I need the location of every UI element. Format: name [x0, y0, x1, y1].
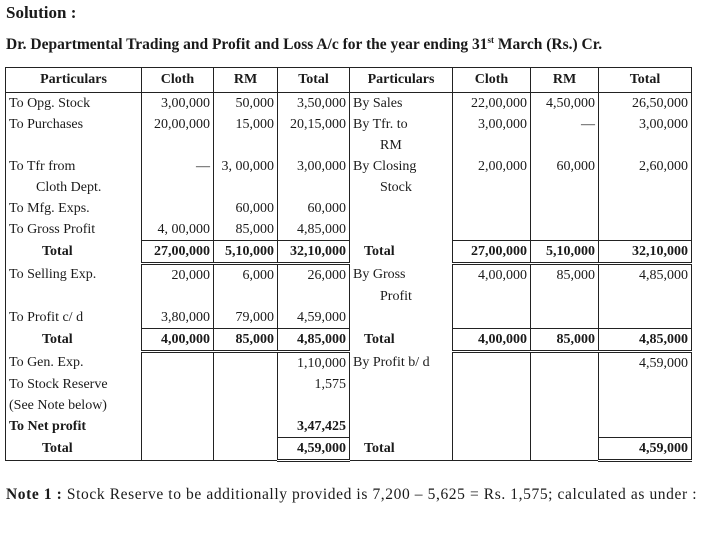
table-row: [6, 219, 692, 241]
table-cell: To Purchases: [6, 114, 142, 135]
table-cell: 2,60,000: [599, 156, 692, 177]
table-cell: Total: [350, 241, 453, 264]
table-cell: [350, 416, 453, 438]
table-cell: [142, 198, 214, 219]
header-total-cr: Total: [599, 68, 692, 93]
table-cell: To Net profit: [6, 416, 142, 438]
table-row: [6, 352, 692, 375]
table-cell: [453, 198, 531, 219]
header-rm-cr: RM: [531, 68, 599, 93]
table-cell: [531, 416, 599, 438]
table-cell: 85,000: [214, 219, 278, 241]
table-cell: 1,575: [278, 374, 350, 395]
table-cell: 2,00,000: [453, 156, 531, 177]
table-cell: [278, 286, 350, 307]
title-right: March (Rs.) Cr.: [494, 36, 603, 54]
table-cell: 3,47,425: [278, 416, 350, 438]
table-cell: [453, 135, 531, 156]
table-cell: By Profit b/ d: [350, 352, 453, 375]
table-cell: Total: [6, 329, 142, 352]
table-cell: Total: [350, 329, 453, 352]
note-paragraph: [6, 484, 706, 505]
table-cell: 3,00,000: [599, 114, 692, 135]
table-cell: 4,59,000: [278, 307, 350, 329]
table-cell: [531, 374, 599, 395]
table-cell: 5,10,000: [531, 241, 599, 264]
table-cell: By Sales: [350, 93, 453, 115]
table-row: [6, 395, 692, 416]
trading-pl-account-table: [5, 67, 692, 462]
table-total-row: [6, 241, 692, 264]
header-particulars-dr: Particulars: [6, 68, 142, 93]
table-cell: [599, 416, 692, 438]
table-cell: [214, 374, 278, 395]
table-cell: [599, 374, 692, 395]
table-cell: [531, 395, 599, 416]
table-cell: 26,000: [278, 264, 350, 287]
account-title: [6, 35, 696, 54]
table-cell: (See Note below): [6, 395, 142, 416]
table-cell: 4,85,000: [278, 219, 350, 241]
table-total-row: [6, 438, 692, 461]
table-row: [6, 264, 692, 287]
title-sup: st: [487, 35, 495, 45]
table-cell: 4,85,000: [599, 329, 692, 352]
table-cell: [214, 438, 278, 461]
table-cell: [214, 177, 278, 198]
table-cell: To Selling Exp.: [6, 264, 142, 287]
table-cell: [531, 438, 599, 461]
table-row: [6, 374, 692, 395]
table-cell: 1,10,000: [278, 352, 350, 375]
table-cell: 32,10,000: [599, 241, 692, 264]
table-cell: 4,59,000: [599, 438, 692, 461]
table-cell: 15,000: [214, 114, 278, 135]
table-row: [6, 114, 692, 135]
table-cell: 32,10,000: [278, 241, 350, 264]
solution-heading: Solution :: [6, 3, 77, 22]
table-cell: 4, 00,000: [142, 219, 214, 241]
table-cell: [531, 307, 599, 329]
table-cell: [453, 395, 531, 416]
table-cell: 4,00,000: [453, 264, 531, 287]
table-cell: 4,85,000: [278, 329, 350, 352]
table-row: [6, 156, 692, 177]
table-cell: [142, 374, 214, 395]
table-cell: [453, 438, 531, 461]
table-cell: [599, 307, 692, 329]
table-cell: To Gross Profit: [6, 219, 142, 241]
title-left: Dr. Departmental Trading and Profit and Loss A/c for the year ending 31: [6, 36, 488, 54]
table-row: [6, 416, 692, 438]
table-cell: To Profit c/ d: [6, 307, 142, 329]
table-cell: 4,59,000: [278, 438, 350, 461]
table-cell: By Gross: [350, 264, 453, 287]
table-cell: 60,000: [531, 156, 599, 177]
table-header-row: [6, 68, 692, 93]
table-cell: [531, 177, 599, 198]
table-cell: [531, 286, 599, 307]
table-row: [6, 135, 692, 156]
header-cloth-cr: Cloth: [453, 68, 531, 93]
table-cell: 60,000: [214, 198, 278, 219]
table-cell: 79,000: [214, 307, 278, 329]
table-cell: [531, 219, 599, 241]
table-cell: [214, 286, 278, 307]
table-cell: 20,00,000: [142, 114, 214, 135]
table-cell: [142, 352, 214, 375]
table-cell: To Tfr from: [6, 156, 142, 177]
table-cell: [142, 438, 214, 461]
table-cell: 27,00,000: [142, 241, 214, 264]
table-cell: 3,00,000: [142, 93, 214, 115]
table-cell: 20,15,000: [278, 114, 350, 135]
table-total-row: [6, 329, 692, 352]
table-cell: [599, 219, 692, 241]
table-cell: [142, 286, 214, 307]
table-cell: —: [142, 156, 214, 177]
table-cell: 3,80,000: [142, 307, 214, 329]
table-cell: [350, 395, 453, 416]
table-cell: Total: [6, 241, 142, 264]
table-cell: [350, 198, 453, 219]
table-cell: 85,000: [531, 264, 599, 287]
table-cell: [214, 352, 278, 375]
table-cell: [599, 395, 692, 416]
table-row: [6, 286, 692, 307]
table-cell: Cloth Dept.: [6, 177, 142, 198]
table-cell: [6, 286, 142, 307]
table-cell: [453, 416, 531, 438]
table-cell: —: [531, 114, 599, 135]
note-text: Stock Reserve to be additionally provided is 7,200 – 5,625 = Rs. 1,575; calculated as under :: [62, 486, 698, 503]
table-cell: [142, 135, 214, 156]
table-cell: 85,000: [214, 329, 278, 352]
table-cell: RM: [350, 135, 453, 156]
table-cell: 3,50,000: [278, 93, 350, 115]
table-cell: [531, 352, 599, 375]
table-cell: Profit: [350, 286, 453, 307]
header-particulars-cr: Particulars: [350, 68, 453, 93]
table-cell: [142, 177, 214, 198]
table-cell: To Mfg. Exps.: [6, 198, 142, 219]
table-cell: 6,000: [214, 264, 278, 287]
table-cell: [214, 416, 278, 438]
table-row: [6, 307, 692, 329]
table-cell: 60,000: [278, 198, 350, 219]
table-cell: To Gen. Exp.: [6, 352, 142, 375]
table-cell: 4,00,000: [142, 329, 214, 352]
table-cell: [142, 416, 214, 438]
table-cell: [453, 352, 531, 375]
table-cell: To Stock Reserve: [6, 374, 142, 395]
note-label: Note 1 :: [6, 486, 63, 503]
table-cell: 22,00,000: [453, 93, 531, 115]
table-cell: 50,000: [214, 93, 278, 115]
table-cell: [142, 395, 214, 416]
header-total-dr: Total: [278, 68, 350, 93]
table-cell: [599, 177, 692, 198]
table-row: [6, 93, 692, 115]
table-cell: 3,00,000: [278, 156, 350, 177]
table-cell: [531, 198, 599, 219]
table-cell: [453, 374, 531, 395]
table-cell: 3,00,000: [453, 114, 531, 135]
table-cell: [599, 286, 692, 307]
table-row: [6, 177, 692, 198]
table-cell: 27,00,000: [453, 241, 531, 264]
table-row: [6, 198, 692, 219]
table-cell: 4,00,000: [453, 329, 531, 352]
table-cell: 3, 00,000: [214, 156, 278, 177]
table-cell: 5,10,000: [214, 241, 278, 264]
table-cell: To Opg. Stock: [6, 93, 142, 115]
table-cell: [278, 177, 350, 198]
table-cell: [531, 135, 599, 156]
table-cell: 4,85,000: [599, 264, 692, 287]
header-rm-dr: RM: [214, 68, 278, 93]
table-cell: [6, 135, 142, 156]
table-cell: [214, 395, 278, 416]
table-cell: By Closing: [350, 156, 453, 177]
table-cell: [453, 219, 531, 241]
table-cell: [214, 135, 278, 156]
table-cell: 4,59,000: [599, 352, 692, 375]
header-cloth-dr: Cloth: [142, 68, 214, 93]
table-cell: Total: [350, 438, 453, 461]
table-cell: 4,50,000: [531, 93, 599, 115]
table-cell: [599, 198, 692, 219]
table-cell: Stock: [350, 177, 453, 198]
table-cell: 26,50,000: [599, 93, 692, 115]
table-cell: [350, 374, 453, 395]
table-cell: [453, 177, 531, 198]
table-cell: [453, 307, 531, 329]
table-cell: [278, 395, 350, 416]
table-cell: [350, 219, 453, 241]
table-cell: Total: [6, 438, 142, 461]
table-cell: [278, 135, 350, 156]
table-cell: [350, 307, 453, 329]
table-cell: By Tfr. to: [350, 114, 453, 135]
table-cell: [599, 135, 692, 156]
table-cell: 20,000: [142, 264, 214, 287]
table-cell: [453, 286, 531, 307]
table-cell: 85,000: [531, 329, 599, 352]
